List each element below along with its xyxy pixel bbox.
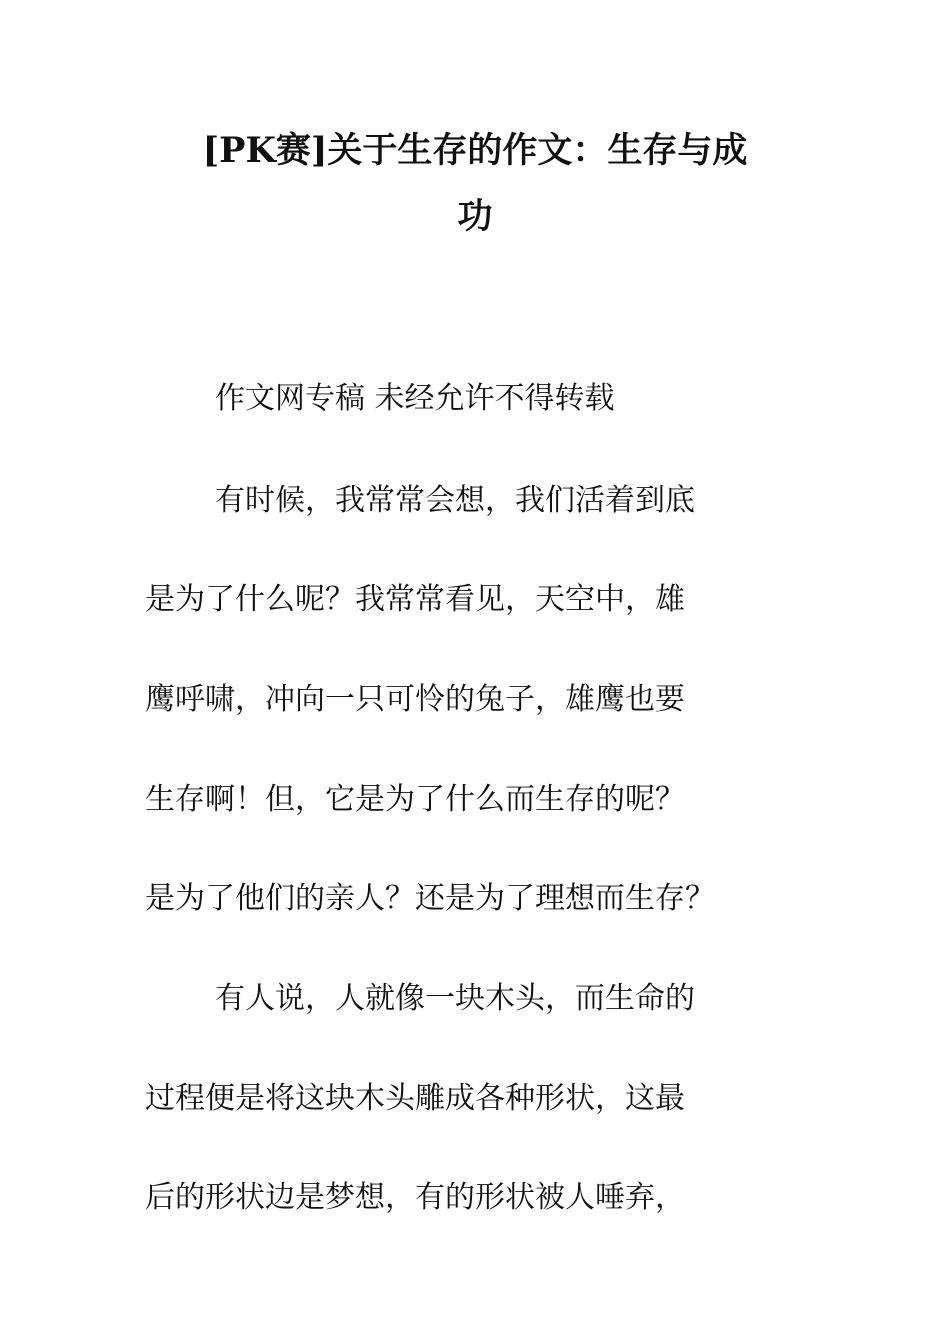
title-line-2: 功: [457, 196, 493, 237]
body-line-7: 过程便是将这块木头雕成各种形状，这最: [145, 1081, 685, 1116]
body-line-2: 是为了什么呢？我常常看见，天空中，雄: [145, 582, 685, 617]
body-line-1: 有时候，我常常会想，我们活着到底: [215, 483, 695, 518]
title-line-1: [PK赛]关于生存的作文：生存与成: [202, 130, 748, 171]
body-line-8: 后的形状边是梦想，有的形状被人唾弃，: [145, 1180, 685, 1215]
body-line-6: 有人说，人就像一块木头，而生命的: [215, 981, 695, 1016]
byline: 作文网专稿 未经允许不得转载: [215, 381, 615, 416]
body-line-5: 是为了他们的亲人？还是为了理想而生存？: [145, 881, 715, 916]
document-title: [140, 118, 810, 250]
body-line-4: 生存啊！但，它是为了什么而生存的呢？: [145, 782, 685, 817]
body-line-3: 鹰呼啸，冲向一只可怜的兔子，雄鹰也要: [145, 682, 685, 717]
